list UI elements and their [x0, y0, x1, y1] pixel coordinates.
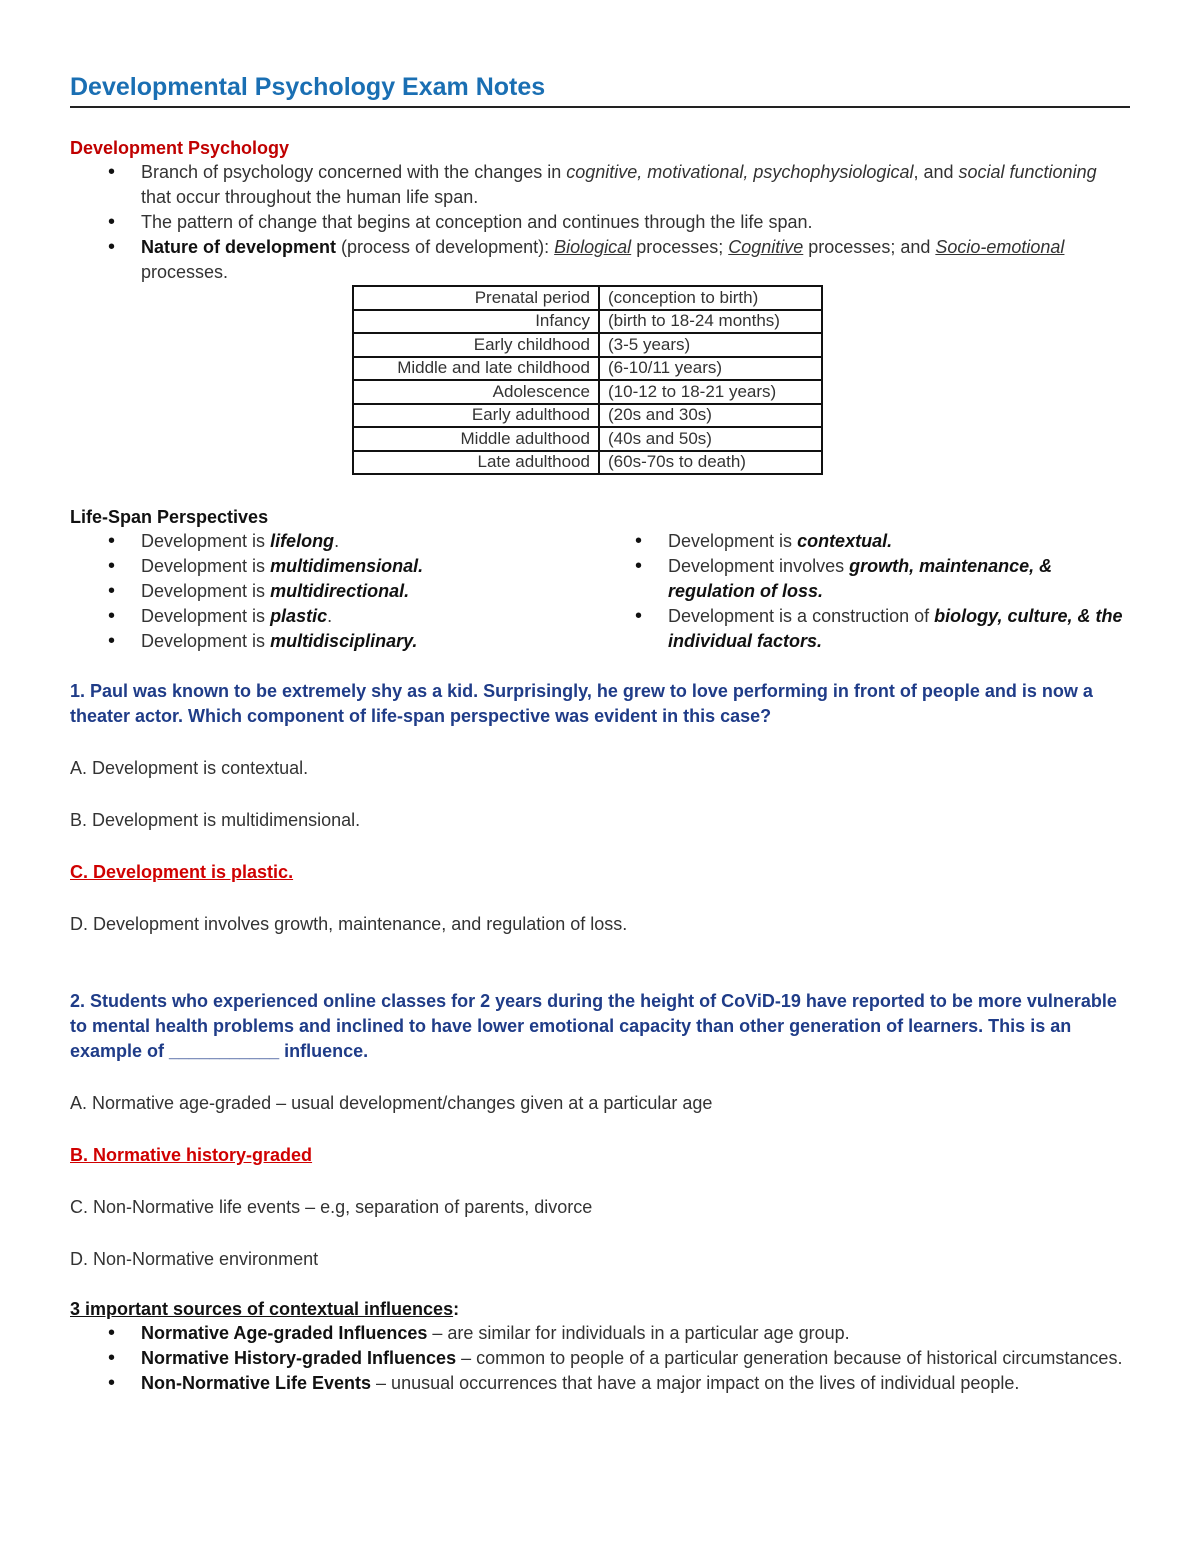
q1-option-c-correct: C. Development is plastic. [70, 862, 294, 882]
lifespan-left-list [70, 529, 603, 654]
list-item: • Normative History-graded Influences – common to people of a particular generation because of historical circumstances. [70, 1346, 1130, 1371]
stage-period: Adolescence [353, 380, 599, 404]
table-row [353, 427, 822, 451]
list-item: • Non-Normative Life Events – unusual occurrences that have a major impact on the lives of individual people. [70, 1371, 1130, 1396]
q2-option-c: C. Non-Normative life events – e.g, separation of parents, divorce [70, 1197, 593, 1217]
list-item: • Development is a construction of biology, culture, & the individual factors. [597, 604, 1130, 654]
table-row [353, 404, 822, 428]
table-row [353, 451, 822, 475]
dev-psych-heading: Development Psychology [70, 138, 290, 158]
stage-period: Prenatal period [353, 286, 599, 310]
dev-psych-list [70, 160, 1130, 285]
q1-option-a: A. Development is contextual. [70, 758, 309, 778]
stage-period: Middle and late childhood [353, 357, 599, 381]
q2-option-b-correct: B. Normative history-graded [70, 1145, 313, 1165]
stage-range: (3-5 years) [599, 333, 822, 357]
question-2: 2. Students who experienced online classes for 2 years during the height of CoViD-19 have reported to be more vulnerable to mental health problems and inclined to have lower emotional capacity than other generation of learners. This is an example of ___________ influence. [70, 991, 1117, 1061]
lifespan-heading: Life-Span Perspectives [70, 507, 269, 527]
stage-range: (10-12 to 18-21 years) [599, 380, 822, 404]
table-row [353, 333, 822, 357]
list-item: • Development is contextual. [597, 529, 1130, 554]
stage-range: (birth to 18-24 months) [599, 310, 822, 334]
list-item: • Development is multidisciplinary. [70, 629, 603, 654]
stage-period: Early childhood [353, 333, 599, 357]
lifespan-right-list [597, 529, 1130, 654]
q1-option-d: D. Development involves growth, maintenance, and regulation of loss. [70, 914, 628, 934]
lifespan-columns [70, 529, 1130, 654]
sources-heading: 3 important sources of contextual influences: [70, 1299, 460, 1319]
list-item: • Development is multidirectional. [70, 579, 603, 604]
table-row [353, 310, 822, 334]
life-stages-table [352, 285, 823, 475]
q2-option-a: A. Normative age-graded – usual development/changes given at a particular age [70, 1093, 713, 1113]
list-item: • Development is multidimensional. [70, 554, 603, 579]
stage-period: Early adulthood [353, 404, 599, 428]
q1-option-b: B. Development is multidimensional. [70, 810, 361, 830]
document-page [70, 70, 1130, 1396]
question-1: 1. Paul was known to be extremely shy as a kid. Surprisingly, he grew to love performing in front of people and is now a theater actor. Which component of life-span perspective was evident in this case? [70, 681, 1093, 726]
list-item: • Normative Age-graded Influences – are similar for individuals in a particular age group. [70, 1321, 1130, 1346]
stage-period: Infancy [353, 310, 599, 334]
q2-option-d: D. Non-Normative environment [70, 1249, 319, 1269]
sources-list [70, 1321, 1130, 1396]
list-item: • The pattern of change that begins at conception and continues through the life span. [70, 210, 1130, 235]
page-title: Developmental Psychology Exam Notes [70, 70, 1130, 108]
list-item: • Development is plastic. [70, 604, 603, 629]
table-row [353, 357, 822, 381]
stage-range: (20s and 30s) [599, 404, 822, 428]
list-item: • Development is lifelong. [70, 529, 603, 554]
stage-period: Late adulthood [353, 451, 599, 475]
stage-range: (6-10/11 years) [599, 357, 822, 381]
list-item: • Development involves growth, maintenance, & regulation of loss. [597, 554, 1130, 604]
stage-range: (60s-70s to death) [599, 451, 822, 475]
stage-range: (40s and 50s) [599, 427, 822, 451]
table-row [353, 380, 822, 404]
list-item: • Nature of development (process of development): Biological processes; Cognitive processes; and Socio-emotional processes. [70, 235, 1130, 285]
table-row [353, 286, 822, 310]
stage-range: (conception to birth) [599, 286, 822, 310]
list-item: • Branch of psychology concerned with the changes in cognitive, motivational, psychophysiological, and social functioning that occur throughout the human life span. [70, 160, 1130, 210]
stage-period: Middle adulthood [353, 427, 599, 451]
